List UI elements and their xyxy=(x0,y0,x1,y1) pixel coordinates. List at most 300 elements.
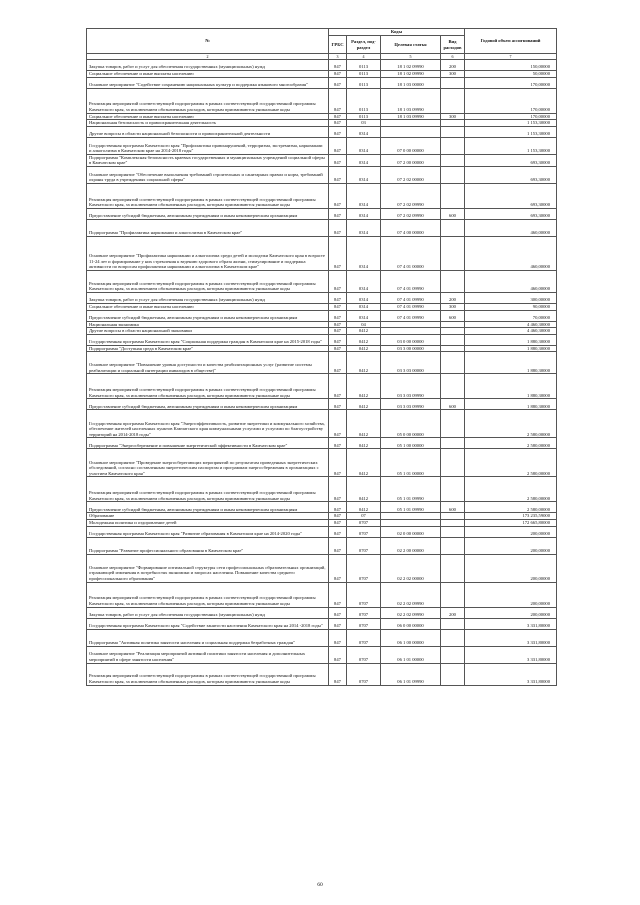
row-name: Реализация мероприятий соответствующей подпрограммы в рамках соответствующей государственной программы Камчатского края, за исключением обозначенных расходов, которым присваиваются уникальные коды xyxy=(87,183,329,208)
row-sum: 693,30000 xyxy=(465,183,557,208)
row-razdel: 0707 xyxy=(347,629,381,646)
row-grbs: 847 xyxy=(329,113,347,120)
row-target-article xyxy=(381,126,441,137)
row-razdel: 0707 xyxy=(347,537,381,554)
row-name: Основное мероприятие "Повышение уровня доступности и качества реабилитационных услуг (развитие системы реабилитации и социальной интеграции инвалидов в обществе)" xyxy=(87,352,329,374)
table-row xyxy=(87,374,557,399)
row-expense-type xyxy=(441,345,465,352)
row-sum: 460,00000 xyxy=(465,270,557,292)
row-expense-type: 200 xyxy=(441,60,465,71)
table-row xyxy=(87,352,557,374)
row-target-article: 05 1 01 09990 xyxy=(381,477,441,502)
row-target-article: 03 3 00 00000 xyxy=(381,345,441,352)
row-name: Социальное обеспечение и иные выплаты населению xyxy=(87,71,329,78)
row-grbs: 847 xyxy=(329,399,347,410)
row-grbs: 847 xyxy=(329,236,347,270)
row-grbs: 847 xyxy=(329,71,347,78)
row-razdel: 0113 xyxy=(347,88,381,113)
row-grbs: 847 xyxy=(329,629,347,646)
row-name: Подпрограмма "Активная политика занятости населения и социальная поддержка безработных граждан" xyxy=(87,629,329,646)
row-sum: 4 460,30000 xyxy=(465,328,557,335)
document-page xyxy=(86,28,556,686)
row-grbs: 847 xyxy=(329,334,347,345)
row-expense-type xyxy=(441,519,465,526)
row-expense-type xyxy=(441,137,465,154)
row-expense-type xyxy=(441,410,465,438)
row-sum: 173 235,59000 xyxy=(465,513,557,520)
row-name: Социальное обеспечение и иные выплаты населению xyxy=(87,303,329,310)
table-row xyxy=(87,310,557,321)
row-target-article xyxy=(381,328,441,335)
row-target-article: 07 4 01 09990 xyxy=(381,310,441,321)
row-target-article: 06 1 00 00000 xyxy=(381,629,441,646)
row-target-article: 06 0 00 00000 xyxy=(381,618,441,629)
row-expense-type: 600 xyxy=(441,399,465,410)
row-razdel: 0412 xyxy=(347,334,381,345)
row-expense-type xyxy=(441,236,465,270)
table-row xyxy=(87,618,557,629)
table-row xyxy=(87,154,557,166)
row-grbs: 847 xyxy=(329,582,347,607)
row-razdel: 0314 xyxy=(347,270,381,292)
table-row xyxy=(87,219,557,236)
row-razdel: 0314 xyxy=(347,292,381,303)
row-expense-type xyxy=(441,537,465,554)
row-grbs: 847 xyxy=(329,502,347,513)
row-grbs: 847 xyxy=(329,166,347,183)
row-target-article: 18 1 02 09990 xyxy=(381,60,441,71)
row-sum: 693,30000 xyxy=(465,166,557,183)
row-name: Подпрограмма "Доступная среда в Камчатском крае" xyxy=(87,345,329,352)
row-name: Подпрограмма "Профилактика наркомании и алкоголизма в Камчатском крае" xyxy=(87,219,329,236)
row-target-article: 07 4 01 00000 xyxy=(381,236,441,270)
row-razdel: 0412 xyxy=(347,477,381,502)
header-grbs: ГРБС xyxy=(329,36,347,54)
row-expense-type xyxy=(441,629,465,646)
row-razdel: 0707 xyxy=(347,582,381,607)
row-sum: 2 580,00000 xyxy=(465,502,557,513)
header-codes: Коды xyxy=(329,29,465,36)
row-name: Реализация мероприятий соответствующей подпрограммы в рамках соответствующей государственной программы Камчатского края, за исключением обозначенных расходов, которым присваиваются уникальные коды xyxy=(87,582,329,607)
row-grbs: 847 xyxy=(329,77,347,88)
row-name: Реализация мероприятий соответствующей подпрограммы в рамках соответствующей государственной программы Камчатского края, за исключением обозначенных расходов, которым присваиваются уникальные коды xyxy=(87,663,329,685)
row-grbs: 847 xyxy=(329,310,347,321)
row-target-article: 05 1 00 00000 xyxy=(381,438,441,449)
table-row xyxy=(87,183,557,208)
row-expense-type: 600 xyxy=(441,502,465,513)
row-expense-type: 300 xyxy=(441,113,465,120)
row-target-article: 03 3 03 00000 xyxy=(381,352,441,374)
index-cell: 4 xyxy=(347,54,381,60)
row-razdel: 0314 xyxy=(347,137,381,154)
row-expense-type xyxy=(441,663,465,685)
header-cs: Целевая статья xyxy=(381,36,441,54)
row-expense-type xyxy=(441,270,465,292)
row-target-article: 07 4 01 09990 xyxy=(381,303,441,310)
row-razdel: 0412 xyxy=(347,328,381,335)
table-row xyxy=(87,399,557,410)
row-razdel: 0412 xyxy=(347,438,381,449)
table-row xyxy=(87,345,557,352)
row-target-article: 05 1 01 09990 xyxy=(381,502,441,513)
table-row xyxy=(87,477,557,502)
row-name: Национальная экономика xyxy=(87,321,329,328)
row-grbs: 847 xyxy=(329,88,347,113)
row-sum: 460,00000 xyxy=(465,236,557,270)
row-razdel: 07 xyxy=(347,513,381,520)
header-num: № xyxy=(87,29,329,54)
row-razdel: 0412 xyxy=(347,374,381,399)
row-name: Подпрограмма "Энергосбережение и повышение энергетической эффективности в Камчатском крае" xyxy=(87,438,329,449)
row-razdel: 0314 xyxy=(347,303,381,310)
table-row xyxy=(87,582,557,607)
row-name: Подпрограмма "Развитие профессионального образования в Камчатском крае" xyxy=(87,537,329,554)
table-row xyxy=(87,502,557,513)
index-cell: 5 xyxy=(381,54,441,60)
row-expense-type xyxy=(441,582,465,607)
row-expense-type xyxy=(441,88,465,113)
row-name: Реализация мероприятий соответствующей подпрограммы в рамках соответствующей государственной программы Камчатского края, за исключением обозначенных расходов, которым присваиваются уникальные коды xyxy=(87,477,329,502)
row-expense-type xyxy=(441,126,465,137)
row-target-article: 05 1 01 00000 xyxy=(381,449,441,477)
row-sum: 3 331,80000 xyxy=(465,663,557,685)
row-target-article: 07 2 02 09990 xyxy=(381,183,441,208)
index-cell: 2 xyxy=(87,54,329,60)
row-razdel: 0314 xyxy=(347,310,381,321)
row-target-article: 05 0 00 00000 xyxy=(381,410,441,438)
row-target-article: 07 2 00 00000 xyxy=(381,154,441,166)
row-grbs: 847 xyxy=(329,352,347,374)
row-sum: 200,00000 xyxy=(465,607,557,618)
row-name: Государственная программа Камчатского края "Профилактика правонарушений, терроризма, экстремизма, наркомании и алкоголизма в Камчатском крае на 2014-2018 годы" xyxy=(87,137,329,154)
row-grbs: 847 xyxy=(329,126,347,137)
row-razdel: 0314 xyxy=(347,126,381,137)
index-cell: 7 xyxy=(465,54,557,60)
row-grbs: 847 xyxy=(329,154,347,166)
table-row xyxy=(87,334,557,345)
row-razdel: 0412 xyxy=(347,399,381,410)
row-expense-type: 300 xyxy=(441,303,465,310)
row-target-article: 07 2 02 00000 xyxy=(381,166,441,183)
row-razdel: 0314 xyxy=(347,166,381,183)
row-sum: 3 331,80000 xyxy=(465,629,557,646)
table-row xyxy=(87,303,557,310)
row-grbs: 847 xyxy=(329,219,347,236)
row-razdel: 0412 xyxy=(347,449,381,477)
row-name: Реализация мероприятий соответствующей подпрограммы в рамках соответствующей государственной программы Камчатского края, за исключением обозначенных расходов, которым присваиваются уникальные коды xyxy=(87,88,329,113)
table-row xyxy=(87,292,557,303)
table-row xyxy=(87,328,557,335)
row-razdel: 0113 xyxy=(347,113,381,120)
row-razdel: 0707 xyxy=(347,646,381,663)
row-expense-type xyxy=(441,183,465,208)
row-razdel: 0707 xyxy=(347,663,381,685)
table-row xyxy=(87,607,557,618)
row-target-article: 07 2 02 09990 xyxy=(381,208,441,219)
table-row xyxy=(87,88,557,113)
row-expense-type xyxy=(441,526,465,537)
row-sum: 1 880,30000 xyxy=(465,352,557,374)
row-target-article: 02 2 02 00000 xyxy=(381,554,441,582)
row-grbs: 847 xyxy=(329,438,347,449)
table-row xyxy=(87,449,557,477)
row-grbs: 847 xyxy=(329,663,347,685)
row-grbs: 847 xyxy=(329,449,347,477)
row-name: Другие вопросы в области национальной безопасности и правоохранительной деятельности xyxy=(87,126,329,137)
table-row xyxy=(87,537,557,554)
row-sum: 1 880,30000 xyxy=(465,334,557,345)
row-expense-type xyxy=(441,374,465,399)
row-target-article: 18 1 03 09990 xyxy=(381,113,441,120)
row-razdel: 0314 xyxy=(347,183,381,208)
row-expense-type xyxy=(441,321,465,328)
table-row xyxy=(87,236,557,270)
row-grbs: 847 xyxy=(329,477,347,502)
row-razdel: 0707 xyxy=(347,526,381,537)
row-name: Реализация мероприятий соответствующей подпрограммы в рамках соответствующей государственной программы Камчатского края, за исключением обозначенных расходов, которым присваиваются уникальные коды xyxy=(87,270,329,292)
row-target-article: 18 1 03 00000 xyxy=(381,77,441,88)
table-row xyxy=(87,113,557,120)
row-razdel: 0314 xyxy=(347,219,381,236)
row-grbs: 847 xyxy=(329,526,347,537)
table-row xyxy=(87,646,557,663)
row-sum: 1 153,30000 xyxy=(465,126,557,137)
row-expense-type: 600 xyxy=(441,310,465,321)
row-name: Предоставление субсидий бюджетным, автономным учреждениям и иным некоммерческим организациям xyxy=(87,502,329,513)
row-target-article: 02 2 00 00000 xyxy=(381,537,441,554)
row-grbs: 847 xyxy=(329,208,347,219)
table-row xyxy=(87,410,557,438)
row-target-article: 06 1 01 09990 xyxy=(381,663,441,685)
row-expense-type xyxy=(441,352,465,374)
row-sum: 170,00000 xyxy=(465,113,557,120)
row-target-article: 03 0 00 00000 xyxy=(381,334,441,345)
row-razdel: 0314 xyxy=(347,154,381,166)
row-grbs: 847 xyxy=(329,183,347,208)
page-number: 60 xyxy=(317,882,323,888)
row-target-article: 18 1 02 09990 xyxy=(381,71,441,78)
row-sum: 2 580,00000 xyxy=(465,438,557,449)
row-razdel: 0707 xyxy=(347,607,381,618)
table-row xyxy=(87,438,557,449)
table-row xyxy=(87,513,557,520)
row-name: Социальное обеспечение и иные выплаты населению xyxy=(87,113,329,120)
row-expense-type: 300 xyxy=(441,71,465,78)
table-row xyxy=(87,554,557,582)
row-target-article: 02 0 00 00000 xyxy=(381,526,441,537)
row-sum: 1 153,30000 xyxy=(465,137,557,154)
index-cell: 6 xyxy=(441,54,465,60)
row-razdel: 0314 xyxy=(347,236,381,270)
row-name: Предоставление субсидий бюджетным, автономным учреждениям и иным некоммерческим организациям xyxy=(87,208,329,219)
row-grbs: 847 xyxy=(329,303,347,310)
row-razdel: 0707 xyxy=(347,618,381,629)
row-name: Основное мероприятие "Реализация мероприятий активной политики занятости населения и дополнительных мероприятий в сфере занятости населения" xyxy=(87,646,329,663)
row-expense-type: 600 xyxy=(441,208,465,219)
row-sum: 2 580,00000 xyxy=(465,410,557,438)
row-name: Государственная программа Камчатского края "Энергоэффективность, развитие энергетики и коммунального хозяйства, обеспечение жителей населенных пунктов Камчатского края коммунальными услугами и услугами по благоустройству территорий на 2014-2018 годы" xyxy=(87,410,329,438)
row-grbs: 847 xyxy=(329,292,347,303)
row-target-article: 02 2 02 09990 xyxy=(381,607,441,618)
table-row xyxy=(87,126,557,137)
row-sum: 460,00000 xyxy=(465,219,557,236)
row-sum: 70,00000 xyxy=(465,310,557,321)
row-expense-type xyxy=(441,334,465,345)
row-expense-type: 200 xyxy=(441,607,465,618)
row-expense-type xyxy=(441,328,465,335)
index-cell: 3 xyxy=(329,54,347,60)
row-grbs: 847 xyxy=(329,646,347,663)
row-expense-type xyxy=(441,219,465,236)
row-name: Государственная программа Камчатского края "Развитие образования в Камчатском крае на 2014-2020 годы" xyxy=(87,526,329,537)
table-row xyxy=(87,77,557,88)
row-razdel: 03 xyxy=(347,120,381,127)
row-grbs: 847 xyxy=(329,328,347,335)
row-grbs: 847 xyxy=(329,618,347,629)
row-name: Основное мероприятие "Содействие сохранению национальных культур и поддержка языкового многообразия" xyxy=(87,77,329,88)
row-expense-type xyxy=(441,477,465,502)
row-target-article: 07 4 00 00000 xyxy=(381,219,441,236)
row-grbs: 847 xyxy=(329,374,347,399)
row-grbs: 847 xyxy=(329,120,347,127)
table-row xyxy=(87,663,557,685)
row-razdel: 0412 xyxy=(347,410,381,438)
table-row xyxy=(87,321,557,328)
row-razdel: 0707 xyxy=(347,519,381,526)
row-expense-type xyxy=(441,77,465,88)
row-sum: 1 153,30000 xyxy=(465,120,557,127)
table-row xyxy=(87,519,557,526)
row-name: Государственная программа Камчатского края "Содействие занятости населения Камчатского края на 2014 -2018 годы" xyxy=(87,618,329,629)
table-body xyxy=(87,60,557,686)
row-sum: 150,00000 xyxy=(465,60,557,71)
row-name: Предоставление субсидий бюджетным, автономным учреждениям и иным некоммерческим организациям xyxy=(87,399,329,410)
budget-table xyxy=(86,28,557,686)
row-name: Реализация мероприятий соответствующей подпрограммы в рамках соответствующей государственной программы Камчатского края, за исключением обозначенных расходов, которым присваиваются уникальные коды xyxy=(87,374,329,399)
header-razdel: Раздел, под-раздел xyxy=(347,36,381,54)
row-grbs: 847 xyxy=(329,270,347,292)
row-grbs: 847 xyxy=(329,519,347,526)
row-target-article xyxy=(381,513,441,520)
row-sum: 1 880,30000 xyxy=(465,374,557,399)
row-target-article: 03 3 03 09990 xyxy=(381,399,441,410)
row-sum: 1 880,30000 xyxy=(465,345,557,352)
row-name: Подпрограмма "Комплексная безопасность краевых государственных и муниципальных учреждений социальной сферы в Камчатском крае" xyxy=(87,154,329,166)
row-razdel: 04 xyxy=(347,321,381,328)
row-razdel: 0412 xyxy=(347,502,381,513)
table-row xyxy=(87,526,557,537)
row-target-article: 03 3 03 09990 xyxy=(381,374,441,399)
row-grbs: 847 xyxy=(329,537,347,554)
row-target-article: 02 2 02 09990 xyxy=(381,582,441,607)
table-row xyxy=(87,137,557,154)
row-grbs: 847 xyxy=(329,60,347,71)
row-grbs: 847 xyxy=(329,513,347,520)
row-sum: 693,30000 xyxy=(465,154,557,166)
row-target-article: 07 4 01 09990 xyxy=(381,270,441,292)
row-sum: 3 331,80000 xyxy=(465,618,557,629)
table-row xyxy=(87,71,557,78)
row-expense-type xyxy=(441,618,465,629)
row-sum: 200,00000 xyxy=(465,537,557,554)
row-grbs: 847 xyxy=(329,410,347,438)
row-name: Основное мероприятие "Обеспечение выполнения требований строительных и санитарных правил и норм, требований охраны труда в учреждениях социальной сферы" xyxy=(87,166,329,183)
row-sum: 172 665,80000 xyxy=(465,519,557,526)
table-row xyxy=(87,166,557,183)
row-sum: 4 460,30000 xyxy=(465,321,557,328)
row-name: Закупка товаров, работ и услуг для обеспечения государственных (муниципальных) нужд xyxy=(87,607,329,618)
row-expense-type xyxy=(441,120,465,127)
row-razdel: 0113 xyxy=(347,60,381,71)
row-expense-type xyxy=(441,438,465,449)
row-sum: 90,00000 xyxy=(465,303,557,310)
row-grbs: 847 xyxy=(329,607,347,618)
row-sum: 50,00000 xyxy=(465,71,557,78)
row-target-article: 07 0 00 00000 xyxy=(381,137,441,154)
row-name: Государственная программа Камчатского края "Социальная поддержка граждан в Камчатском крае на 2015-2018 годы" xyxy=(87,334,329,345)
table-row xyxy=(87,60,557,71)
row-sum: 200,00000 xyxy=(465,526,557,537)
row-name: Основное мероприятие "Проведение энергосберегающих мероприятий по результатам проведенных энергетических обследований, согласно составленным энергетическим паспортам и программам энергосбережения в организациях с участием Камчатского края" xyxy=(87,449,329,477)
row-expense-type xyxy=(441,154,465,166)
table-row xyxy=(87,270,557,292)
row-sum: 200,00000 xyxy=(465,582,557,607)
row-name: Молодежная политика и оздоровление детей xyxy=(87,519,329,526)
row-name: Закупка товаров, работ и услуг для обеспечения государственных (муниципальных) нужд xyxy=(87,60,329,71)
row-razdel: 0412 xyxy=(347,345,381,352)
row-grbs: 847 xyxy=(329,137,347,154)
row-sum: 300,00000 xyxy=(465,292,557,303)
row-expense-type xyxy=(441,513,465,520)
row-grbs: 847 xyxy=(329,345,347,352)
row-name: Основное мероприятие "Формирование оптимальной структуры сети профессиональных образовательных организаций, отражающей изменения в потребностях экономики и запросах населения. Повышение качества среднего профессионального образования" xyxy=(87,554,329,582)
table-row xyxy=(87,208,557,219)
row-expense-type xyxy=(441,449,465,477)
row-razdel: 0412 xyxy=(347,352,381,374)
row-name: Закупка товаров, работ и услуг для обеспечения государственных (муниципальных) нужд xyxy=(87,292,329,303)
row-name: Предоставление субсидий бюджетным, автономным учреждениям и иным некоммерческим организациям xyxy=(87,310,329,321)
row-expense-type xyxy=(441,646,465,663)
row-target-article: 18 1 03 09990 xyxy=(381,88,441,113)
row-target-article xyxy=(381,321,441,328)
table-row xyxy=(87,629,557,646)
row-name: Другие вопросы в области национальной экономики xyxy=(87,328,329,335)
table-row xyxy=(87,120,557,127)
row-razdel: 0113 xyxy=(347,77,381,88)
row-razdel: 0707 xyxy=(347,554,381,582)
row-target-article: 07 4 01 09990 xyxy=(381,292,441,303)
row-expense-type: 200 xyxy=(441,292,465,303)
row-name: Основное мероприятие "Профилактика наркомании и алкоголизма среди детей и молодежи Камчатского края в возрасте 11-24 лет и формирование у них стремления к ведению здорового образа жизни, стимулирование и поддержка активности по вопросам профилактики наркомании и алкоголизма в Камчатском крае" xyxy=(87,236,329,270)
row-sum: 170,00000 xyxy=(465,77,557,88)
row-expense-type xyxy=(441,554,465,582)
row-sum: 1 880,30000 xyxy=(465,399,557,410)
row-grbs: 847 xyxy=(329,321,347,328)
row-razdel: 0314 xyxy=(347,208,381,219)
row-grbs: 847 xyxy=(329,554,347,582)
row-sum: 200,00000 xyxy=(465,554,557,582)
row-sum: 693,30000 xyxy=(465,208,557,219)
row-sum: 2 580,00000 xyxy=(465,449,557,477)
row-name: Образование xyxy=(87,513,329,520)
row-sum: 2 580,00000 xyxy=(465,477,557,502)
header-sum: Годовой объем ассигнований xyxy=(465,29,557,54)
row-sum: 170,00000 xyxy=(465,88,557,113)
row-target-article: 06 1 01 00000 xyxy=(381,646,441,663)
row-name: Национальная безопасность и правоохранительная деятельность xyxy=(87,120,329,127)
row-sum: 3 331,80000 xyxy=(465,646,557,663)
row-razdel: 0113 xyxy=(347,71,381,78)
